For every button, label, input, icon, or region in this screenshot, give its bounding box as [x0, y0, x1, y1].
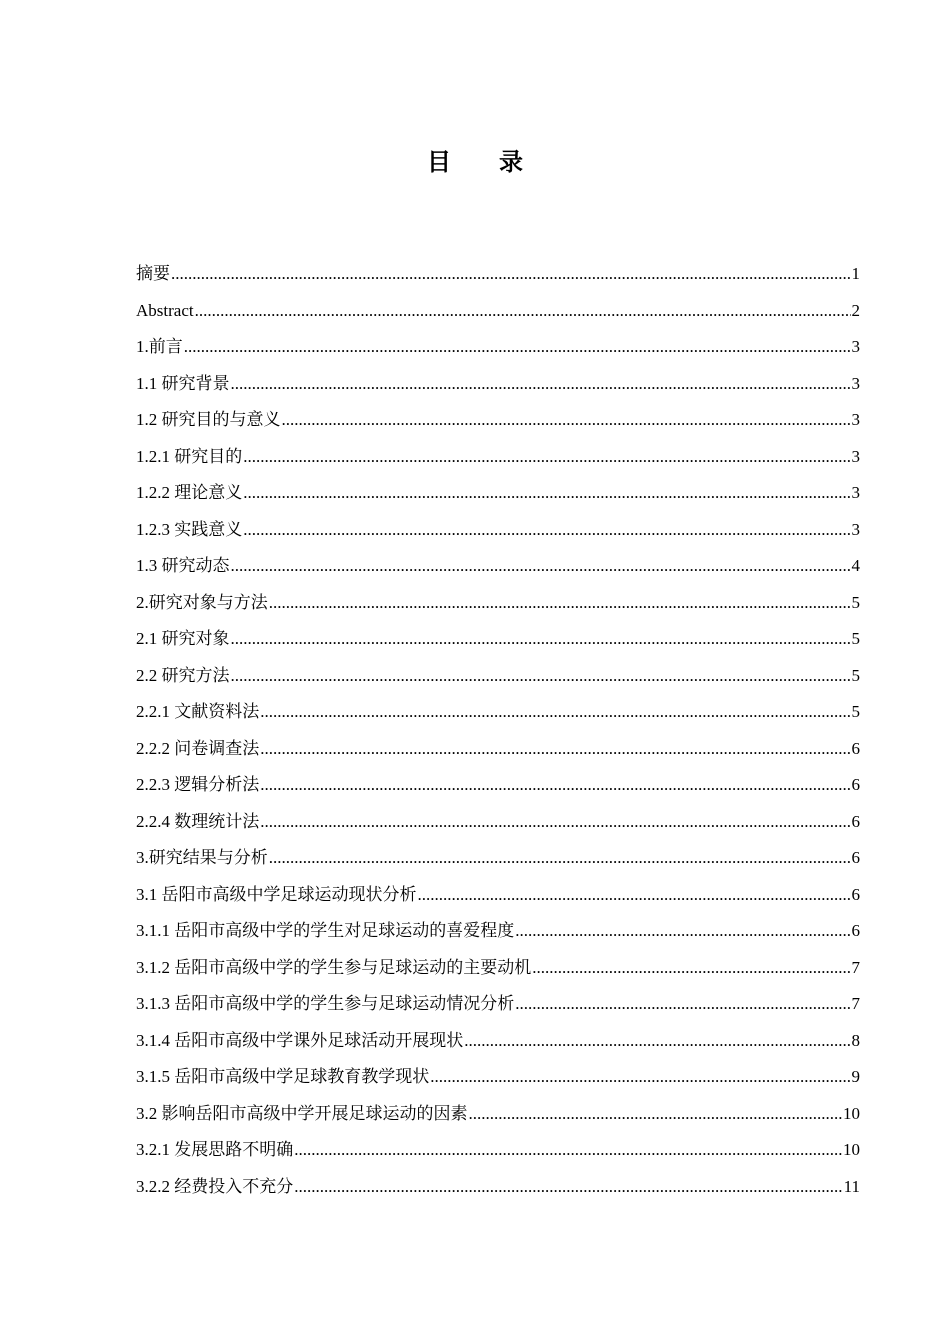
toc-entry[interactable]	[136, 1059, 860, 1096]
toc-dot-leader	[515, 986, 850, 1023]
toc-entry-page-number: 5	[851, 592, 860, 612]
toc-dot-leader	[184, 329, 851, 366]
toc-entry-page-number: 3	[851, 483, 860, 502]
toc-dot-leader	[282, 402, 851, 439]
toc-dot-leader	[294, 1169, 842, 1206]
toc-entry[interactable]	[136, 1132, 860, 1169]
toc-entry-page-number: 6	[851, 848, 860, 867]
toc-dot-leader	[231, 621, 851, 658]
toc-entry-label: 3.2.2 经费投入不充分	[136, 1176, 294, 1196]
toc-entry-label: 3.1.2 岳阳市高级中学的学生参与足球运动的主要动机	[136, 957, 532, 977]
toc-entry-page-number: 7	[851, 957, 860, 977]
toc-entry-label: 1.2.1 研究目的	[136, 446, 243, 466]
toc-entry-page-number: 3	[851, 519, 860, 539]
toc-entry-page-number: 5	[851, 629, 860, 648]
toc-dot-leader	[464, 1023, 850, 1060]
toc-entry-label: 3.1.1 岳阳市高级中学的学生对足球运动的喜爱程度	[136, 921, 515, 940]
page-title	[0, 143, 950, 183]
toc-entry[interactable]	[136, 840, 860, 877]
toc-entry-page-number: 6	[851, 884, 860, 904]
toc-entry-label: 3.1.5 岳阳市高级中学足球教育教学现状	[136, 1067, 430, 1086]
toc-entry-page-number: 3	[851, 410, 860, 429]
toc-entry[interactable]	[136, 1169, 860, 1206]
toc-dot-leader	[171, 256, 851, 293]
toc-dot-leader	[243, 439, 850, 476]
toc-entry[interactable]	[136, 548, 860, 585]
toc-entry-page-number: 6	[851, 921, 860, 940]
toc-entry[interactable]	[136, 804, 860, 841]
toc-dot-leader	[260, 804, 850, 841]
toc-entry-label: 3.2.1 发展思路不明确	[136, 1140, 294, 1159]
toc-entry-label: 2.2.1 文献资料法	[136, 702, 260, 721]
toc-entry[interactable]	[136, 1096, 860, 1133]
toc-entry-page-number: 6	[851, 811, 860, 831]
toc-dot-leader	[269, 585, 851, 622]
toc-entry[interactable]	[136, 986, 860, 1023]
toc-entry-page-number: 4	[851, 556, 860, 575]
toc-entry-label: 3.研究结果与分析	[136, 848, 268, 867]
toc-entry-page-number: 10	[843, 1140, 860, 1159]
toc-entry[interactable]	[136, 402, 860, 439]
toc-entry-page-number: 11	[843, 1176, 860, 1196]
toc-entry[interactable]	[136, 256, 860, 293]
title-char-2: 录	[499, 150, 523, 176]
toc-entry-label: 1.2.3 实践意义	[136, 519, 243, 539]
toc-entry-label: 2.1 研究对象	[136, 629, 230, 648]
toc-dot-leader	[260, 767, 850, 804]
toc-entry[interactable]	[136, 767, 860, 804]
toc-dot-leader	[231, 548, 851, 585]
toc-dot-leader	[515, 913, 850, 950]
toc-entry[interactable]	[136, 731, 860, 768]
table-of-contents	[136, 256, 860, 1205]
toc-dot-leader	[418, 877, 851, 914]
toc-entry[interactable]	[136, 512, 860, 549]
toc-dot-leader	[532, 950, 850, 987]
toc-entry[interactable]	[136, 475, 860, 512]
toc-entry-page-number: 8	[851, 1030, 860, 1050]
toc-dot-leader	[294, 1132, 842, 1169]
toc-entry[interactable]	[136, 877, 860, 914]
toc-entry-page-number: 7	[851, 994, 860, 1013]
toc-entry[interactable]	[136, 658, 860, 695]
toc-entry[interactable]	[136, 329, 860, 366]
toc-entry-page-number: 3	[851, 337, 860, 356]
toc-entry-label: 2.研究对象与方法	[136, 592, 268, 612]
toc-entry-label: 3.1 岳阳市高级中学足球运动现状分析	[136, 884, 417, 904]
toc-entry-page-number: 6	[851, 775, 860, 794]
toc-dot-leader	[260, 694, 850, 731]
toc-entry-page-number: 5	[851, 702, 860, 721]
toc-dot-leader	[260, 731, 850, 768]
toc-dot-leader	[269, 840, 851, 877]
toc-entry-label: 1.前言	[136, 337, 183, 356]
toc-entry-label: 2.2.3 逻辑分析法	[136, 775, 260, 794]
toc-entry-label: 1.2.2 理论意义	[136, 483, 243, 502]
toc-entry[interactable]	[136, 293, 860, 330]
title-char-1: 目	[427, 150, 451, 176]
toc-entry[interactable]	[136, 585, 860, 622]
toc-dot-leader	[469, 1096, 843, 1133]
toc-entry-label: 1.3 研究动态	[136, 556, 230, 575]
toc-dot-leader	[430, 1059, 850, 1096]
toc-entry[interactable]	[136, 913, 860, 950]
toc-entry-label: 2.2 研究方法	[136, 665, 230, 685]
toc-entry-page-number: 1	[851, 264, 860, 283]
toc-entry-label: 2.2.4 数理统计法	[136, 811, 260, 831]
toc-entry-page-number: 6	[851, 738, 860, 758]
toc-entry-page-number: 3	[851, 446, 860, 466]
toc-dot-leader	[243, 475, 850, 512]
toc-entry-label: Abstract	[136, 300, 194, 320]
toc-entry[interactable]	[136, 366, 860, 403]
toc-entry[interactable]	[136, 1023, 860, 1060]
toc-entry-label: 3.1.3 岳阳市高级中学的学生参与足球运动情况分析	[136, 994, 515, 1013]
toc-dot-leader	[231, 366, 851, 403]
toc-entry-page-number: 10	[843, 1103, 860, 1123]
toc-entry-page-number: 9	[851, 1067, 860, 1086]
toc-entry-label: 2.2.2 问卷调查法	[136, 738, 260, 758]
toc-dot-leader	[231, 658, 851, 695]
toc-entry[interactable]	[136, 621, 860, 658]
toc-entry-label: 1.2 研究目的与意义	[136, 410, 281, 429]
toc-entry-label: 3.2 影响岳阳市高级中学开展足球运动的因素	[136, 1103, 468, 1123]
toc-entry-label: 1.1 研究背景	[136, 373, 230, 393]
toc-entry-page-number: 2	[851, 300, 860, 320]
toc-entry-label: 摘要	[136, 264, 170, 283]
toc-entry-page-number: 3	[851, 373, 860, 393]
toc-entry[interactable]	[136, 694, 860, 731]
toc-entry[interactable]	[136, 439, 860, 476]
toc-dot-leader	[195, 293, 851, 330]
toc-entry-page-number: 5	[851, 665, 860, 685]
toc-entry-label: 3.1.4 岳阳市高级中学课外足球活动开展现状	[136, 1030, 464, 1050]
toc-entry[interactable]	[136, 950, 860, 987]
toc-dot-leader	[243, 512, 850, 549]
